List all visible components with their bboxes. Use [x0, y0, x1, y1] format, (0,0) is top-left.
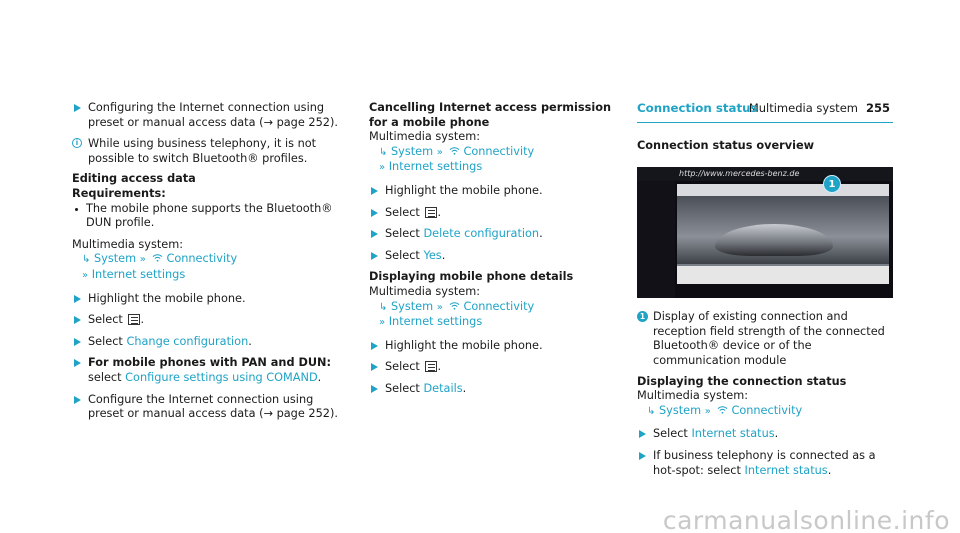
menu-path [72, 252, 340, 268]
wifi-icon [717, 405, 728, 415]
column-1 [72, 101, 340, 429]
callout-badge: 1 [823, 175, 841, 193]
chevron-right-icon: » [82, 269, 89, 281]
step-arrow-icon [371, 363, 378, 371]
chevron-right-icon: » [436, 146, 443, 158]
details-heading: Displaying mobile phone details [369, 270, 574, 284]
internet-status-link: Internet status [744, 463, 828, 477]
step: Select Yes. [369, 249, 629, 264]
step-arrow-icon [74, 359, 81, 367]
step-arrow-icon [74, 104, 81, 112]
yes-link: Yes [423, 248, 442, 262]
path-connectivity: Connectivity [166, 252, 238, 266]
image-web-page [677, 184, 889, 284]
step: Select . [72, 313, 340, 328]
wifi-icon [152, 253, 163, 263]
column-3 [637, 101, 893, 485]
path-system: System [658, 403, 702, 417]
step: Select . [369, 360, 629, 375]
menu-path [637, 404, 893, 420]
requirements-heading: Requirements: [72, 186, 166, 200]
step-arrow-icon [74, 396, 81, 404]
chevron-right-icon: » [436, 301, 443, 313]
image-url-bar: http://www.mercedes-benz.de [637, 167, 893, 181]
wifi-icon [449, 301, 460, 311]
change-configuration-link: Change configuration [126, 334, 249, 348]
configure-settings-link: Configure settings using COMAND [125, 370, 318, 384]
menu-icon [128, 314, 140, 325]
multimedia-system-label: Multimedia system: [369, 284, 481, 298]
step: Highlight the mobile phone. [72, 292, 340, 307]
info-icon: i [72, 138, 82, 148]
menu-icon [425, 207, 437, 218]
path-system: System [390, 299, 434, 313]
step-arrow-icon [74, 338, 81, 346]
step-arrow-icon [74, 295, 81, 303]
screen-image [637, 167, 893, 298]
caption: 1 Display of existing connection and reception field strength of the connected Bluetooth® device or of the communication module [637, 310, 893, 368]
delete-configuration-link: Delete configuration [423, 227, 540, 241]
path-arrow-icon: ↳ [82, 254, 91, 266]
menu-path-2 [369, 315, 629, 331]
requirement-item: The mobile phone supports the Bluetooth® DUN profile. [72, 202, 340, 231]
path-connectivity: Connectivity [731, 403, 803, 417]
note: i While using business telephony, it is not possible to switch Bluetooth® profiles. [72, 137, 340, 166]
image-thumbnails [677, 266, 889, 284]
chevron-right-icon: » [139, 254, 146, 266]
path-arrow-icon: ↳ [647, 405, 656, 417]
details-link: Details [423, 381, 463, 395]
image-side-rail [637, 181, 675, 298]
step: Highlight the mobile phone. [369, 184, 629, 199]
step-arrow-icon [371, 230, 378, 238]
chevron-right-icon: » [379, 317, 386, 329]
path-internet-settings: Internet settings [388, 160, 483, 174]
path-arrow-icon: ↳ [379, 301, 388, 313]
step: Configure the Internet connection using preset or manual access data (→ page 252). [72, 393, 340, 422]
watermark: carmanualsonline.info [662, 506, 950, 533]
wifi-icon [449, 146, 460, 156]
page-number: 255 [865, 101, 890, 115]
path-connectivity: Connectivity [463, 144, 535, 158]
step: Select Internet status. [637, 427, 893, 442]
step: Select Delete configuration. [369, 227, 629, 242]
step-arrow-icon [371, 252, 378, 260]
cancel-heading: Cancelling Internet access permission for a mobile phone [369, 101, 612, 129]
callout-number: 1 [637, 311, 648, 322]
step: For mobile phones with PAN and DUN: select Configure settings using COMAND. [72, 356, 340, 385]
path-system: System [93, 252, 137, 266]
step-arrow-icon [371, 209, 378, 217]
chevron-right-icon: » [704, 405, 711, 417]
column-2 [369, 101, 629, 404]
path-internet-settings: Internet settings [91, 267, 186, 281]
chevron-right-icon: » [379, 162, 386, 174]
display-heading: Displaying the connection status [637, 374, 847, 388]
section-title: Connection status [637, 101, 893, 123]
path-arrow-icon: ↳ [379, 146, 388, 158]
path-system: System [390, 144, 434, 158]
step-arrow-icon [371, 342, 378, 350]
step-arrow-icon [371, 385, 378, 393]
header-section: Multimedia system [748, 101, 858, 115]
overview-heading: Connection status overview [637, 138, 815, 152]
step: Highlight the mobile phone. [369, 339, 629, 354]
menu-icon [425, 361, 437, 372]
step: Configuring the Internet connection using preset or manual access data (→ page 252). [72, 101, 340, 130]
menu-path-2 [369, 160, 629, 176]
menu-path-2 [72, 268, 340, 284]
menu-path [369, 145, 629, 161]
step: If business telephony is connected as a hot-spot: select Internet status. [637, 449, 893, 478]
image-nav [677, 184, 889, 196]
step: Select Details. [369, 382, 629, 397]
multimedia-system-label: Multimedia system: [369, 130, 481, 144]
multimedia-system-label: Multimedia system: [637, 389, 749, 403]
path-internet-settings: Internet settings [388, 315, 483, 329]
internet-status-link: Internet status [691, 427, 775, 441]
step-arrow-icon [74, 316, 81, 324]
menu-path [369, 300, 629, 316]
step-arrow-icon [371, 187, 378, 195]
step: Select . [369, 206, 629, 221]
step: Select Change configuration. [72, 335, 340, 350]
step-arrow-icon [639, 430, 646, 438]
path-connectivity: Connectivity [463, 299, 535, 313]
editing-heading: Editing access data [72, 172, 196, 186]
multimedia-system-label: Multimedia system: [72, 237, 184, 251]
step-arrow-icon [639, 452, 646, 460]
